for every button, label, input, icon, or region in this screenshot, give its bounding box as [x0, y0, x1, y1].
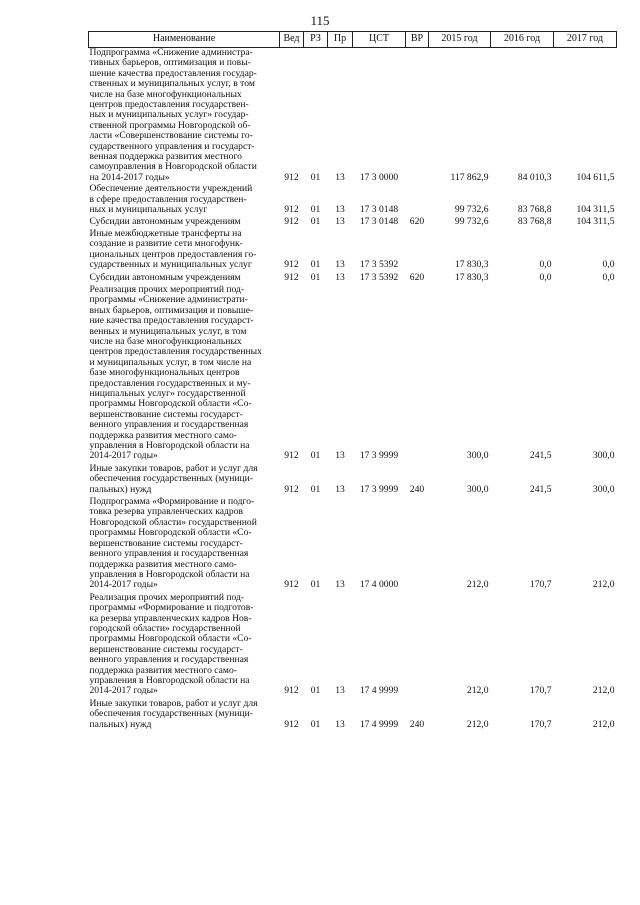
- row-name-line: Субсидии автономным учреждениям: [89, 271, 241, 283]
- row-pr: 13: [335, 271, 345, 283]
- row-name: [89, 48, 280, 184]
- row-name-line: Реализация прочих мероприятий под-: [89, 283, 245, 295]
- row-cst: 17 4 9999: [359, 718, 399, 730]
- row-2017: 0,0: [602, 271, 615, 283]
- row-name-line: Подпрограмма «Снижение администра-: [89, 47, 253, 58]
- table-row: [89, 697, 617, 730]
- row-name-line: обеспечения государственных (муници-: [89, 473, 254, 485]
- row-vr: [406, 183, 429, 215]
- row-pr: 13: [335, 171, 345, 183]
- row-name-line: ние качества предоставления государст-: [89, 315, 254, 327]
- row-2016: 83 768,8: [517, 215, 552, 227]
- row-vr: 620: [409, 215, 425, 227]
- row-name-line: пальных) нужд: [89, 718, 152, 730]
- row-vr: [406, 48, 429, 184]
- row-pr: 13: [335, 579, 345, 591]
- row-name-line: ственной программы Новгородской об-: [89, 119, 251, 131]
- row-2017: 212,0: [592, 718, 615, 730]
- row-rz: 01: [310, 579, 321, 591]
- header-rz: РЗ: [304, 32, 328, 48]
- row-name-line: создание и развитие сети многофунк-: [89, 238, 243, 250]
- row-ved: 912: [284, 271, 299, 283]
- table-body: [89, 48, 617, 731]
- row-2017: 212,0: [592, 579, 615, 591]
- row-name-line: программы Новгородской области «Со-: [89, 633, 252, 645]
- row-name: [89, 462, 280, 495]
- row-name: [89, 227, 280, 271]
- row-rz: 01: [310, 259, 321, 271]
- row-name-line: венного управления и государственная: [89, 419, 249, 431]
- row-name: [89, 283, 280, 462]
- row-name-line: вных барьеров, оптимизация и повыше-: [89, 304, 254, 316]
- row-2015: 300,0: [466, 450, 489, 462]
- table-row: [89, 183, 617, 215]
- header-2017: 2017 год: [554, 32, 617, 48]
- row-name-line: числе на базе многофункциональных: [89, 335, 242, 347]
- row-ved: 912: [284, 215, 299, 227]
- row-name-line: 2014-2017 годы»: [89, 579, 158, 591]
- header-cst: ЦСТ: [353, 32, 406, 48]
- row-name-line: тивных барьеров, оптимизация и повы-: [89, 57, 251, 69]
- row-vr: 620: [409, 271, 425, 283]
- row-vr: [406, 591, 429, 697]
- row-rz: 01: [310, 450, 321, 462]
- row-name-line: в сфере предоставления государствен-: [89, 193, 247, 205]
- row-name-line: Иные закупки товаров, работ и услуг для: [89, 697, 258, 709]
- row-cst: 17 3 5392: [359, 271, 399, 283]
- row-vr: [406, 227, 429, 271]
- table-row: [89, 495, 617, 591]
- row-2015: 17 830,3: [454, 259, 489, 271]
- row-cst: 17 4 9999: [359, 685, 399, 697]
- header-2016: 2016 год: [491, 32, 554, 48]
- row-rz: 01: [310, 685, 321, 697]
- row-2015: 212,0: [466, 579, 489, 591]
- row-2017: 0,0: [602, 259, 615, 271]
- header-2015: 2015 год: [429, 32, 491, 48]
- row-pr: 13: [335, 718, 345, 730]
- row-name-line: Обеспечение деятельности учреждений: [89, 183, 253, 195]
- row-name: [89, 271, 280, 283]
- row-2015: 300,0: [466, 483, 489, 495]
- row-name-line: управления в Новгородской области на: [89, 568, 250, 580]
- row-cst: 17 4 0000: [359, 579, 399, 591]
- row-name-line: венная поддержка развития местного: [89, 151, 242, 163]
- row-name-line: ниципальных услуг» государственной: [89, 388, 246, 399]
- row-name-line: венного управления и государственная: [89, 548, 249, 560]
- row-name-line: циональных центров предоставления го-: [89, 248, 257, 260]
- row-2017: 300,0: [592, 450, 615, 462]
- row-rz: 01: [310, 171, 321, 183]
- row-name-line: Новгородской области» государственной: [89, 516, 257, 528]
- row-name-line: Иные закупки товаров, работ и услуг для: [89, 462, 258, 474]
- row-2016: 0,0: [539, 271, 552, 283]
- row-cst: 17 3 0148: [359, 204, 399, 216]
- row-name-line: центров предоставления государственных: [89, 346, 262, 358]
- table-row: [89, 216, 617, 227]
- header-pr: Пр: [328, 32, 353, 48]
- row-name-line: 2014-2017 годы»: [89, 685, 158, 697]
- header-ved: Вед: [280, 32, 304, 48]
- row-name: [89, 495, 280, 591]
- row-name: [89, 216, 280, 227]
- row-2016: 241,5: [529, 483, 552, 495]
- row-ved: 912: [284, 718, 299, 730]
- row-rz: 01: [310, 215, 321, 227]
- row-rz: 01: [310, 718, 321, 730]
- row-2017: 104 611,5: [576, 171, 615, 183]
- row-name-line: вершенствование системы государст-: [89, 537, 243, 549]
- row-cst: 17 3 0148: [359, 215, 399, 227]
- row-name-line: самоуправления в Новгородской области: [89, 161, 257, 173]
- row-2017: 300,0: [592, 483, 615, 495]
- row-name-line: ных и муниципальных услуг» государ-: [89, 109, 249, 121]
- table-header-row: [89, 32, 617, 48]
- row-2016: 170,7: [529, 579, 552, 591]
- row-2016: 83 768,8: [517, 204, 552, 216]
- row-name-line: программы Новгородской области «Со-: [89, 398, 252, 410]
- row-name: [89, 591, 280, 697]
- row-2016: 170,7: [529, 718, 552, 730]
- row-name-line: базе многофункциональных центров: [89, 367, 240, 379]
- table-row: [89, 462, 617, 495]
- row-name-line: программы Новгородской области «Со-: [89, 527, 252, 539]
- row-ved: 912: [284, 685, 299, 697]
- row-name-line: городской области» государственной: [89, 622, 241, 634]
- row-cst: 17 3 9999: [359, 483, 399, 495]
- row-name-line: сударственного управления и государст-: [89, 140, 255, 152]
- row-name-line: 2014-2017 годы»: [89, 450, 158, 462]
- row-rz: 01: [310, 204, 321, 216]
- row-name-line: Иные межбюджетные трансферты на: [89, 227, 242, 239]
- row-ved: 912: [284, 259, 299, 271]
- row-name-line: программы «Снижение администрати-: [89, 294, 248, 306]
- row-cst: 17 3 5392: [359, 259, 399, 271]
- row-name-line: центров предоставления государствен-: [89, 99, 249, 111]
- row-ved: 912: [284, 450, 299, 462]
- row-name-line: шение качества предоставления государ-: [89, 67, 257, 79]
- row-vr: 240: [409, 718, 425, 730]
- row-pr: 13: [335, 450, 345, 462]
- row-name-line: вершенствование системы государст-: [89, 408, 243, 420]
- row-2015: 212,0: [466, 718, 489, 730]
- budget-table: [88, 31, 617, 730]
- table-row: [89, 48, 617, 184]
- header-name: Наименование: [89, 32, 280, 48]
- row-name-line: программы «Формирование и подготов-: [89, 602, 254, 614]
- row-name-line: и муниципальных услуг, в том числе на: [89, 356, 252, 368]
- row-name-line: управления в Новгородской области на: [89, 674, 250, 686]
- row-name-line: вершенствование системы государст-: [89, 643, 243, 655]
- table-row: [89, 271, 617, 283]
- row-vr: 240: [409, 483, 425, 495]
- row-2016: 84 010,3: [517, 171, 552, 183]
- row-name-line: товка резерва управленческих кадров: [89, 506, 244, 518]
- row-2017: 104 311,5: [576, 204, 615, 216]
- row-2015: 99 732,6: [454, 215, 489, 227]
- row-name-line: ственных и муниципальных услуг, в том: [89, 78, 255, 90]
- row-name-line: пальных) нужд: [89, 483, 152, 495]
- row-name-line: управления в Новгородской области на: [89, 440, 250, 452]
- row-2016: 241,5: [529, 450, 552, 462]
- row-2015: 212,0: [466, 685, 489, 697]
- row-name: [89, 697, 280, 730]
- row-name-line: обеспечения государственных (муници-: [89, 708, 254, 720]
- row-name-line: венных и муниципальных услуг, в том: [89, 325, 247, 337]
- row-name-line: поддержка развития местного само-: [89, 429, 237, 441]
- row-pr: 13: [335, 204, 345, 216]
- row-name-line: ласти «Совершенствование системы го-: [89, 130, 253, 142]
- row-cst: 17 3 9999: [359, 450, 399, 462]
- row-vr: [406, 495, 429, 591]
- row-ved: 912: [284, 204, 299, 216]
- row-2015: 17 830,3: [454, 271, 489, 283]
- row-name-line: ных и муниципальных услуг: [89, 204, 208, 216]
- table-row: [89, 227, 617, 271]
- row-name-line: поддержка развития местного само-: [89, 664, 237, 676]
- row-name-line: числе на базе многофункциональных: [89, 88, 242, 100]
- row-ved: 912: [284, 579, 299, 591]
- row-2017: 104 311,5: [576, 215, 615, 227]
- row-name-line: Реализация прочих мероприятий под-: [89, 591, 245, 603]
- row-ved: 912: [284, 171, 299, 183]
- row-name-line: сударственных и муниципальных услуг: [89, 259, 252, 271]
- row-2016: 170,7: [529, 685, 552, 697]
- row-name-line: на 2014-2017 годы»: [89, 171, 170, 183]
- row-name-line: поддержка развития местного само-: [89, 558, 237, 570]
- row-name-line: ка резерва управленческих кадров Нов-: [89, 612, 252, 624]
- row-pr: 13: [335, 215, 345, 227]
- row-name-line: венного управления и государственная: [89, 654, 249, 666]
- row-ved: 912: [284, 483, 299, 495]
- row-name-line: предоставления государственных и му-: [89, 377, 251, 389]
- row-pr: 13: [335, 685, 345, 697]
- row-pr: 13: [335, 483, 345, 495]
- row-rz: 01: [310, 483, 321, 495]
- row-2016: 0,0: [539, 259, 552, 271]
- row-name-line: Субсидии автономным учреждениям: [89, 215, 241, 227]
- row-2017: 212,0: [592, 685, 615, 697]
- row-vr: [406, 283, 429, 462]
- table-row: [89, 591, 617, 697]
- row-name-line: Подпрограмма «Формирование и подго-: [89, 496, 255, 508]
- row-2015: 117 862,9: [450, 171, 489, 183]
- row-name: [89, 183, 280, 215]
- row-rz: 01: [310, 271, 321, 283]
- row-pr: 13: [335, 259, 345, 271]
- header-vr: ВР: [406, 32, 429, 48]
- page-number: 115: [310, 13, 330, 28]
- row-cst: 17 3 0000: [359, 171, 399, 183]
- table-row: [89, 283, 617, 462]
- row-2015: 99 732,6: [454, 204, 489, 216]
